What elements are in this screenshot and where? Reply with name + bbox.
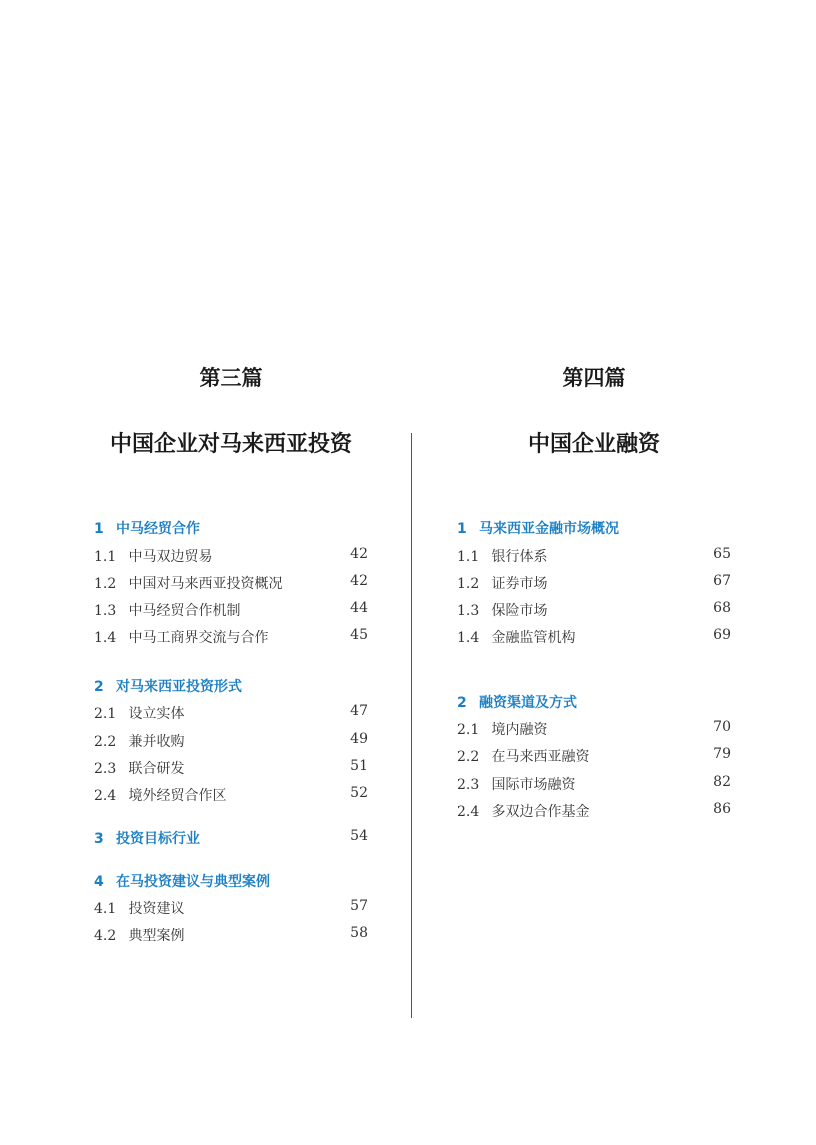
page-number: 42 bbox=[350, 573, 368, 589]
entry-title: 境内融资 bbox=[491, 722, 548, 738]
entry-number: 2 bbox=[94, 679, 104, 695]
entry-title: 在马投资建议与典型案例 bbox=[116, 874, 270, 890]
entry-title: 中马工商界交流与合作 bbox=[128, 630, 269, 646]
entry-number: 2.1 bbox=[457, 722, 480, 738]
page-number: 45 bbox=[350, 627, 368, 643]
entry-title: 联合研发 bbox=[128, 761, 185, 777]
entry-number: 1.4 bbox=[94, 630, 117, 646]
toc-section[interactable] bbox=[457, 692, 731, 712]
toc-entry[interactable] bbox=[457, 746, 731, 766]
toc-entry[interactable] bbox=[94, 731, 368, 751]
toc-entry[interactable] bbox=[94, 703, 368, 723]
entry-number: 1.2 bbox=[457, 576, 480, 592]
entry-number: 1 bbox=[457, 521, 467, 537]
page-number: 51 bbox=[350, 758, 368, 774]
page-number: 54 bbox=[350, 828, 368, 844]
page-number: 58 bbox=[350, 925, 368, 941]
page-number: 68 bbox=[713, 600, 731, 616]
entry-title: 中马经贸合作机制 bbox=[128, 603, 241, 619]
toc-section[interactable] bbox=[94, 871, 368, 891]
entry-number: 1.1 bbox=[457, 549, 480, 565]
entry-title: 银行体系 bbox=[491, 549, 548, 565]
part-label-left: 第三篇 bbox=[199, 365, 263, 390]
entry-number: 1.3 bbox=[94, 603, 117, 619]
entry-number: 1.2 bbox=[94, 576, 117, 592]
entry-number: 1.1 bbox=[94, 549, 117, 565]
entry-number: 2.2 bbox=[457, 749, 480, 765]
entry-title: 融资渠道及方式 bbox=[479, 695, 577, 711]
part-title-right: 中国企业融资 bbox=[527, 431, 660, 457]
page-number: 67 bbox=[713, 573, 731, 589]
entry-number: 4 bbox=[94, 874, 104, 890]
entry-title: 金融监管机构 bbox=[491, 630, 576, 646]
entry-number: 2.4 bbox=[457, 804, 480, 820]
entry-number: 1.4 bbox=[457, 630, 480, 646]
entry-number: 2 bbox=[457, 695, 467, 711]
entry-title: 投资目标行业 bbox=[116, 831, 200, 847]
toc-entry[interactable] bbox=[94, 758, 368, 778]
entry-number: 1.3 bbox=[457, 603, 480, 619]
entry-number: 2.3 bbox=[94, 761, 117, 777]
toc-section[interactable] bbox=[94, 828, 368, 848]
toc-entry[interactable] bbox=[94, 898, 368, 918]
toc-entry[interactable] bbox=[94, 546, 368, 566]
toc-entry[interactable] bbox=[457, 573, 731, 593]
entry-number: 4.2 bbox=[94, 928, 117, 944]
entry-number: 2.2 bbox=[94, 734, 117, 750]
part-label-right: 第四篇 bbox=[562, 365, 626, 390]
entry-number: 2.1 bbox=[94, 706, 117, 722]
toc-section[interactable] bbox=[94, 676, 368, 696]
entry-title: 国际市场融资 bbox=[491, 777, 576, 793]
toc-section[interactable] bbox=[457, 518, 731, 538]
toc-entry[interactable] bbox=[457, 801, 731, 821]
part-title-left: 中国企业对马来西亚投资 bbox=[109, 431, 352, 457]
entry-number: 2.4 bbox=[94, 788, 117, 804]
entry-title: 多双边合作基金 bbox=[491, 804, 590, 820]
entry-number: 3 bbox=[94, 831, 104, 847]
entry-title: 投资建议 bbox=[128, 901, 185, 917]
toc-entry[interactable] bbox=[94, 600, 368, 620]
entry-title: 中马经贸合作 bbox=[116, 521, 200, 537]
toc-entry[interactable] bbox=[457, 774, 731, 794]
entry-title: 保险市场 bbox=[491, 603, 548, 619]
entry-number: 1 bbox=[94, 521, 104, 537]
entry-number: 2.3 bbox=[457, 777, 480, 793]
entry-number: 4.1 bbox=[94, 901, 117, 917]
page-number: 49 bbox=[350, 731, 368, 747]
entry-title: 证券市场 bbox=[491, 576, 548, 592]
page-number: 79 bbox=[713, 746, 731, 762]
entry-title: 典型案例 bbox=[128, 928, 185, 944]
toc-entry[interactable] bbox=[94, 785, 368, 805]
toc-entry[interactable] bbox=[94, 627, 368, 647]
page-number: 82 bbox=[713, 774, 731, 790]
toc-entry[interactable] bbox=[457, 600, 731, 620]
entry-title: 设立实体 bbox=[128, 706, 185, 722]
page-number: 52 bbox=[350, 785, 368, 801]
entry-title: 中国对马来西亚投资概况 bbox=[128, 576, 283, 592]
page-number: 47 bbox=[350, 703, 368, 719]
page-number: 69 bbox=[713, 627, 731, 643]
toc-entry[interactable] bbox=[457, 546, 731, 566]
toc-entry[interactable] bbox=[94, 573, 368, 593]
toc-entry[interactable] bbox=[457, 627, 731, 647]
toc-entry[interactable] bbox=[457, 719, 731, 739]
toc-section[interactable] bbox=[94, 518, 368, 538]
entry-title: 中马双边贸易 bbox=[128, 549, 213, 565]
entry-title: 兼并收购 bbox=[128, 734, 185, 750]
toc-entry[interactable] bbox=[94, 925, 368, 945]
entry-title: 在马来西亚融资 bbox=[491, 749, 590, 765]
page-number: 65 bbox=[713, 546, 731, 562]
page-number: 70 bbox=[713, 719, 731, 735]
column-divider bbox=[411, 433, 412, 1018]
entry-title: 对马来西亚投资形式 bbox=[116, 679, 242, 695]
page-number: 57 bbox=[350, 898, 368, 914]
entry-title: 境外经贸合作区 bbox=[128, 788, 227, 804]
entry-title: 马来西亚金融市场概况 bbox=[479, 521, 619, 537]
page-number: 42 bbox=[350, 546, 368, 562]
page-number: 86 bbox=[713, 801, 731, 817]
page-number: 44 bbox=[350, 600, 368, 616]
